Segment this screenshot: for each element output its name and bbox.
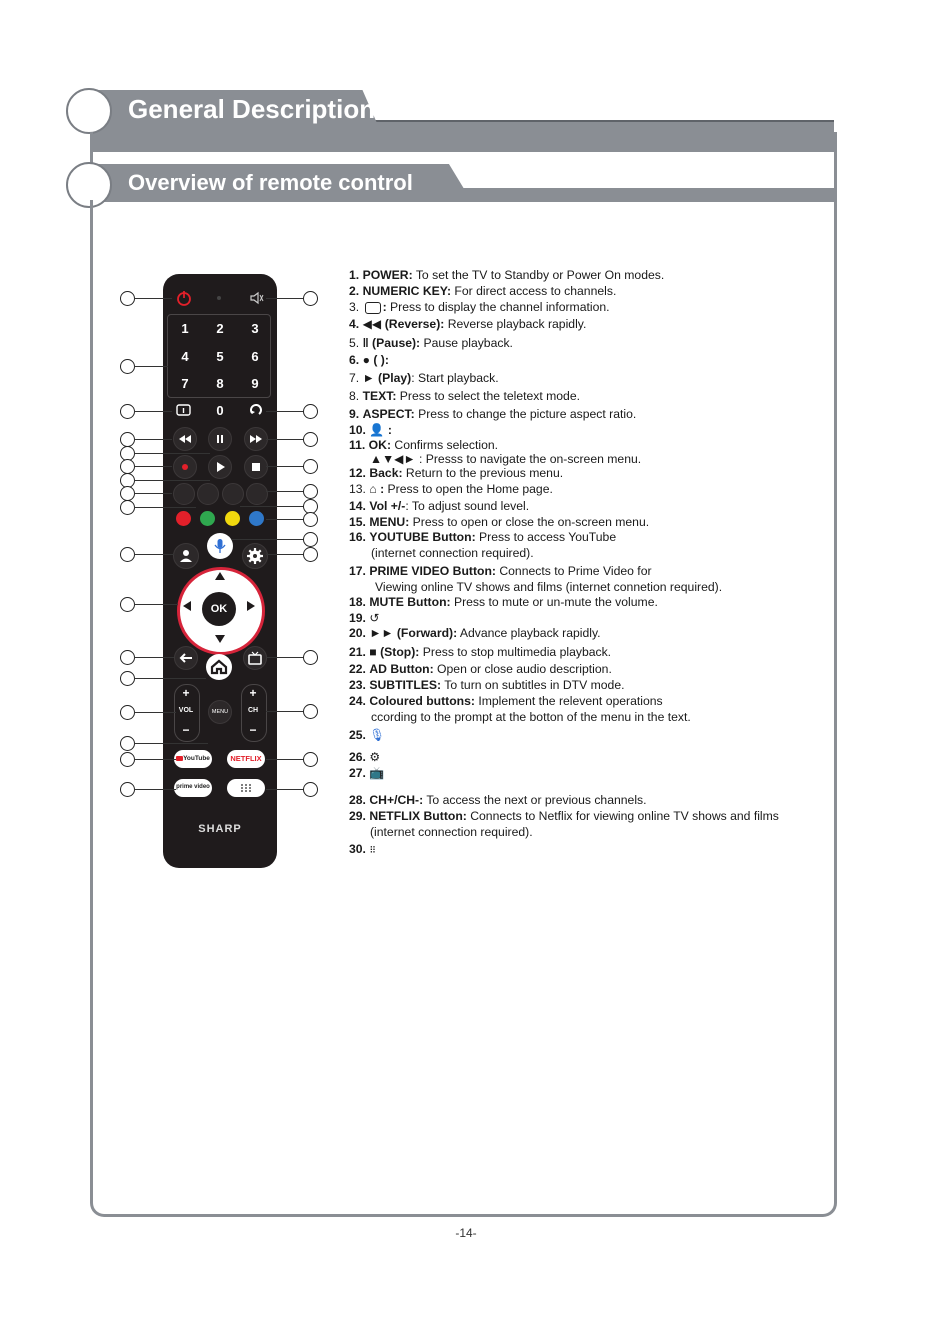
leader-line: [266, 711, 303, 712]
leader-line: [134, 493, 172, 494]
ch-minus-label: −: [249, 723, 257, 737]
stop-icon: ■: [369, 645, 377, 659]
record-button[interactable]: [173, 455, 197, 479]
callout-left: [120, 736, 135, 751]
desc-item-continuation: ccording to the prompt at the botton of the menu in the text.: [371, 710, 691, 724]
desc-item: 15. MENU: Press to open or close the on-screen menu.: [349, 515, 650, 529]
led-indicator: [217, 296, 221, 300]
desc-item: 13. ⌂ : Press to open the Home page.: [349, 482, 553, 496]
stop-button[interactable]: [244, 455, 268, 479]
menu-label: MENU: [211, 709, 229, 715]
desc-item: 7. ► (Play): Start playback.: [349, 371, 499, 385]
callout-left: [120, 404, 135, 419]
tv-button[interactable]: [243, 646, 267, 670]
desc-item: 20. ►► (Forward): Advance playback rapidly.: [349, 626, 601, 640]
stop-icon: [245, 456, 267, 478]
desc-item: 23. SUBTITLES: To turn on subtitles in DTV mode.: [349, 678, 625, 692]
desc-item: 25. 🎙: [349, 728, 385, 742]
power-button[interactable]: [173, 287, 195, 309]
leader-line: [266, 439, 303, 440]
desc-item: 8. TEXT: Press to select the teletext mode.: [349, 389, 581, 403]
leader-line: [266, 554, 303, 555]
record-icon: ●: [362, 353, 370, 367]
settings-button[interactable]: [242, 543, 268, 569]
desc-item: 30. ⠿: [349, 842, 376, 856]
user-icon: [174, 544, 198, 568]
play-button[interactable]: [208, 455, 232, 479]
leader-line: [134, 366, 168, 367]
callout-left: [120, 671, 135, 686]
desc-item: 1. POWER: To set the TV to Standby or Power On modes.: [349, 268, 665, 282]
ch-label: CH: [247, 707, 259, 714]
recall-icon: [246, 401, 266, 419]
callout-right: [303, 650, 318, 665]
green-button[interactable]: [200, 511, 215, 526]
desc-item: 27. 📺: [349, 766, 385, 780]
leader-line: [134, 678, 206, 679]
desc-item: 12. Back: Return to the previous menu.: [349, 466, 564, 480]
callout-left: [120, 459, 135, 474]
callout-left: [120, 432, 135, 447]
key-9[interactable]: 9: [251, 376, 259, 391]
pause-button[interactable]: [208, 427, 232, 451]
callout-right: [303, 459, 318, 474]
back-button[interactable]: [174, 646, 198, 670]
desc-item-continuation: Viewing online TV shows and films (internet connetion required).: [375, 580, 723, 594]
callout-left: [120, 500, 135, 515]
leader-line: [134, 789, 176, 790]
leader-line: [134, 554, 174, 555]
desc-item: 10. 👤 :: [349, 423, 392, 437]
desc-item: 24. Coloured buttons: Implement the relevent operations: [349, 694, 663, 708]
callout-right: [303, 291, 318, 306]
leader-line: [266, 789, 303, 790]
leader-line: [266, 411, 303, 412]
aspect-button[interactable]: [197, 483, 219, 505]
desc-item: 29. NETFLIX Button: Connects to Netflix for viewing online TV shows and films: [349, 809, 779, 823]
key-8[interactable]: 8: [216, 376, 224, 391]
recall-button[interactable]: [246, 401, 266, 419]
desc-item: 16. YOUTUBE Button: Press to access YouTube: [349, 530, 617, 544]
desc-item: 9. ASPECT: Press to change the picture aspect ratio.: [349, 407, 637, 421]
leader-line: [266, 298, 303, 299]
reverse-icon: [174, 428, 196, 450]
key-6[interactable]: 6: [251, 349, 259, 364]
desc-item: 21. ■ (Stop): Press to stop multimedia playback.: [349, 645, 612, 659]
desc-item: 11. OK: Confirms selection.: [349, 438, 499, 452]
red-button[interactable]: [176, 511, 191, 526]
pause-icon: ‖: [362, 336, 369, 350]
callout-left: [120, 752, 135, 767]
nav-left-icon[interactable]: [183, 601, 191, 611]
leader-line: [266, 657, 303, 658]
desc-item: 28. CH+/CH-: To access the next or previous channels.: [349, 793, 647, 807]
info-icon: [365, 302, 381, 314]
youtube-label: YouTube: [183, 755, 210, 762]
pause-icon: [209, 428, 231, 450]
callout-left: [120, 782, 135, 797]
nav-right-icon[interactable]: [247, 601, 255, 611]
leader-line: [240, 506, 303, 507]
play-icon: [209, 456, 231, 478]
user-button[interactable]: [173, 543, 199, 569]
leader-line: [134, 453, 210, 454]
voice-button[interactable]: [207, 533, 233, 559]
key-5[interactable]: 5: [216, 349, 224, 364]
prime-video-button[interactable]: prime video: [174, 779, 212, 797]
desc-item: 14. Vol +/-: To adjust sound level.: [349, 499, 530, 513]
leader-line: [266, 466, 303, 467]
gear-icon: ⚙: [369, 750, 381, 764]
callout-right: [303, 432, 318, 447]
forward-button[interactable]: [244, 427, 268, 451]
desc-item: 4. ◀◀ (Reverse): Reverse playback rapidly.: [349, 317, 587, 331]
nav-down-icon[interactable]: [215, 635, 225, 643]
subtitles-button[interactable]: [246, 483, 268, 505]
forward-icon: [245, 428, 267, 450]
desc-item: 2. NUMERIC KEY: For direct access to channels.: [349, 284, 617, 298]
forward-icon: ►►: [369, 626, 394, 640]
ch-plus-label: +: [249, 686, 257, 700]
yellow-button[interactable]: [225, 511, 240, 526]
desc-item: 17. PRIME VIDEO Button: Connects to Prime Video for: [349, 564, 652, 578]
callout-right: [303, 547, 318, 562]
mute-button[interactable]: [245, 287, 267, 309]
callout-right: [303, 512, 318, 527]
recall-icon: ↺: [369, 611, 380, 625]
leader-line: [134, 759, 176, 760]
leader-line: [134, 439, 172, 440]
microphone-icon: [207, 533, 233, 559]
vol-label: VOL: [178, 707, 194, 714]
callout-left: [120, 547, 135, 562]
desc-item-continuation: (internet connection required).: [371, 546, 534, 560]
vol-plus-label: +: [182, 686, 190, 700]
remote-control: [163, 274, 277, 868]
callout-right: [303, 404, 318, 419]
record-icon: [174, 456, 196, 478]
callout-left: [120, 486, 135, 501]
callout-right: [303, 782, 318, 797]
ok-button[interactable]: OK: [202, 592, 236, 626]
callout-right: [303, 752, 318, 767]
callout-left: [120, 705, 135, 720]
leader-line: [266, 491, 303, 492]
callout-left: [120, 650, 135, 665]
desc-item-continuation: ▲▼◀► : Presss to navigate the on-screen menu.: [370, 452, 642, 466]
leader-line: [134, 712, 176, 713]
mute-icon: [245, 287, 267, 309]
apps-grid-icon: ⠿: [369, 845, 376, 855]
tv-icon: 📺: [369, 766, 385, 780]
leader-line: [134, 507, 196, 508]
leader-line: [134, 657, 174, 658]
back-arrow-icon: [175, 647, 197, 669]
desc-item: 3. : Press to display the channel information.: [349, 300, 610, 314]
desc-item: 5. ‖ (Pause): Pause playback.: [349, 336, 513, 350]
desc-item: 26. ⚙: [349, 750, 381, 764]
desc-item-continuation: (internet connection required).: [370, 825, 533, 839]
desc-item: 22. AD Button: Open or close audio description.: [349, 662, 612, 676]
page-number: -14-: [455, 1226, 477, 1240]
ad-button[interactable]: [222, 483, 244, 505]
blue-button[interactable]: [249, 511, 264, 526]
leader-line: [134, 604, 178, 605]
desc-item: 19. ↺: [349, 611, 380, 625]
section-badge: [66, 88, 112, 134]
callout-right: [303, 704, 318, 719]
callout-right: [303, 484, 318, 499]
leader-line: [134, 466, 172, 467]
apps-grid-icon: [227, 779, 265, 797]
leader-line: [134, 743, 208, 744]
leader-line: [134, 411, 172, 412]
menu-button[interactable]: [208, 700, 232, 724]
home-icon: ⌂: [369, 482, 377, 496]
leader-line: [134, 298, 172, 299]
key-2[interactable]: 2: [216, 321, 224, 336]
callout-left: [120, 291, 135, 306]
numeric-keypad-outline: [167, 314, 271, 398]
text-button[interactable]: [173, 483, 195, 505]
reverse-button[interactable]: [173, 427, 197, 451]
brand-logo: SHARP: [198, 823, 242, 835]
key-0[interactable]: 0: [216, 403, 224, 418]
leader-line: [266, 759, 303, 760]
gear-icon: [243, 544, 267, 568]
arrows-icon: ▲▼◀►: [370, 452, 419, 466]
key-7[interactable]: 7: [181, 376, 189, 391]
key-3[interactable]: 3: [251, 321, 259, 336]
subsection-title: Overview of remote control: [128, 170, 413, 195]
callout-left: [120, 597, 135, 612]
user-icon: 👤: [369, 423, 385, 437]
nav-up-icon[interactable]: [215, 572, 225, 580]
key-4[interactable]: 4: [181, 349, 189, 364]
section-title: General Description: [128, 94, 376, 124]
power-icon: [173, 287, 195, 309]
netflix-button[interactable]: NETFLIX: [227, 750, 265, 768]
apps-button[interactable]: [227, 779, 265, 797]
vol-minus-label: −: [182, 723, 190, 737]
home-icon: [206, 654, 232, 680]
desc-item: 6. ● ( ):: [349, 353, 389, 367]
leader-line: [266, 519, 303, 520]
youtube-button[interactable]: [174, 750, 212, 768]
callout-left: [120, 359, 135, 374]
info-button[interactable]: [174, 401, 194, 419]
leader-line: [232, 539, 303, 540]
callout-right: [303, 532, 318, 547]
leader-line: [134, 480, 210, 481]
info-icon: [174, 401, 194, 419]
desc-item: 18. MUTE Button: Press to mute or un-mute the volume.: [349, 595, 658, 609]
microphone-icon: 🎙: [369, 728, 385, 742]
home-button[interactable]: [206, 654, 232, 680]
play-icon: ►: [362, 371, 375, 385]
key-1[interactable]: 1: [181, 321, 189, 336]
reverse-icon: ◀◀: [362, 317, 382, 331]
tv-icon: [244, 647, 266, 669]
